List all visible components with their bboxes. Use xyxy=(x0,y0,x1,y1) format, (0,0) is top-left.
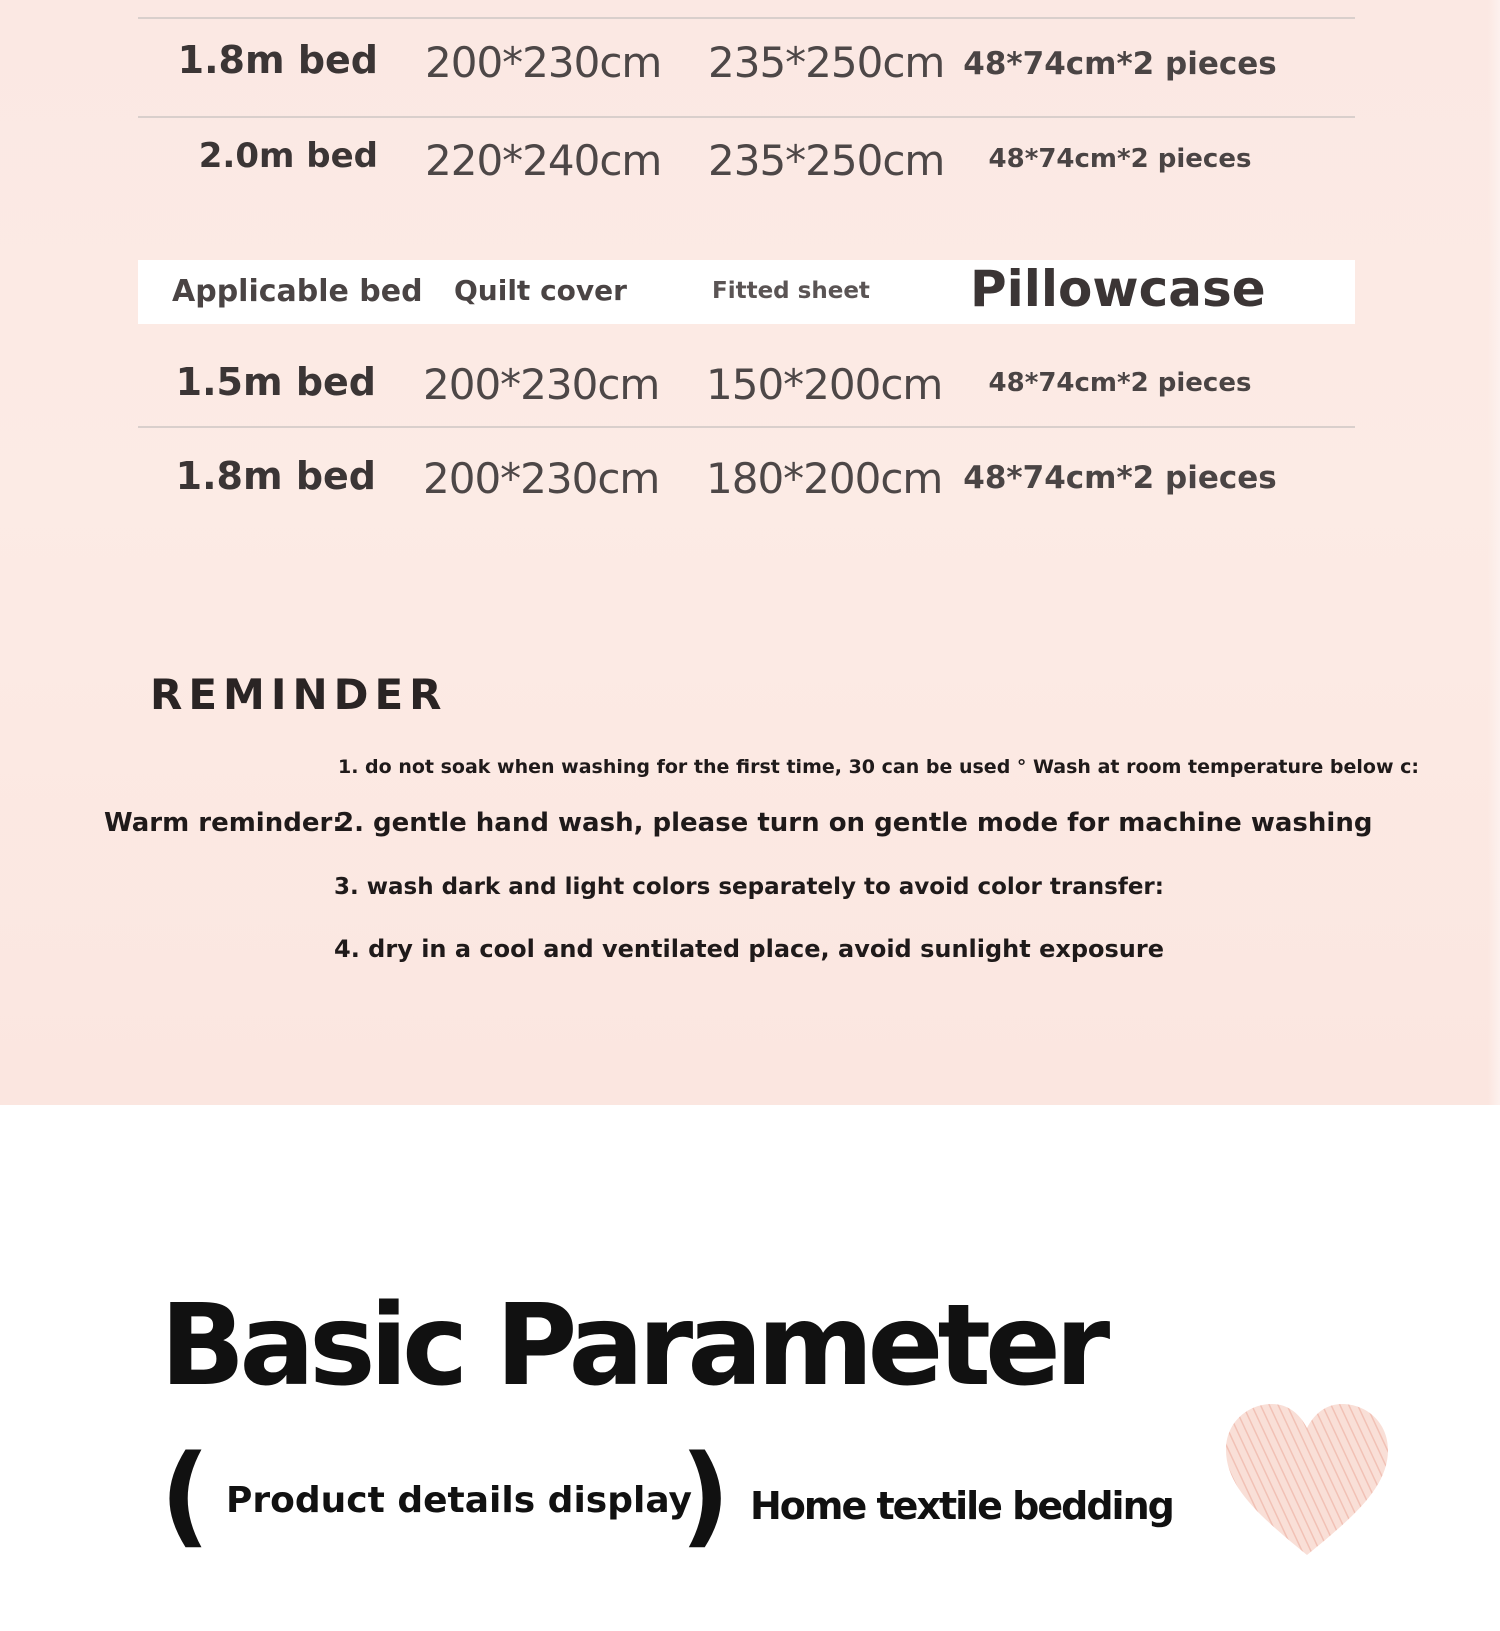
table-rule xyxy=(138,426,1355,428)
heart-icon xyxy=(1222,1400,1392,1560)
table-header xyxy=(138,260,1355,324)
header-applicable-bed: Applicable bed xyxy=(172,274,423,309)
reminder-item: 4. dry in a cool and ventilated place, avoid sunlight exposure xyxy=(334,935,1165,963)
home-textile-tagline: Home textile bedding xyxy=(750,1484,1173,1528)
header-fitted-sheet: Fitted sheet xyxy=(712,278,870,304)
reminder-item: 2. gentle hand wash, please turn on gentle mode for machine washing xyxy=(336,808,1373,838)
bed-size: 1.8m bed xyxy=(177,38,378,82)
reminder-label: Warm reminder: xyxy=(104,808,343,838)
pillowcase-size: 48*74cm*2 pieces xyxy=(988,368,1252,398)
reminder-item: 1. do not soak when washing for the first time, 30 can be used ° Wash at room temperature below c: xyxy=(338,756,1419,778)
reminder-title: REMINDER xyxy=(150,670,448,719)
reminder-item: 3. wash dark and light colors separately to avoid color transfer: xyxy=(334,874,1164,900)
sheet-size: 235*250cm xyxy=(708,136,945,185)
pillowcase-size: 48*74cm*2 pieces xyxy=(963,460,1277,496)
bed-size: 1.8m bed xyxy=(175,454,376,498)
basic-parameter-title: Basic Parameter xyxy=(160,1281,1105,1411)
sheet-size: 180*200cm xyxy=(706,454,943,503)
product-details-subtitle: Product details display xyxy=(226,1480,692,1521)
sheet-size: 235*250cm xyxy=(708,38,945,87)
table-rule xyxy=(138,17,1355,19)
header-pillowcase: Pillowcase xyxy=(970,260,1266,318)
bed-size: 2.0m bed xyxy=(198,136,378,176)
pillowcase-size: 48*74cm*2 pieces xyxy=(988,144,1252,174)
quilt-size: 200*230cm xyxy=(423,360,660,409)
pillowcase-size: 48*74cm*2 pieces xyxy=(963,46,1277,82)
quilt-size: 200*230cm xyxy=(423,454,660,503)
paren-open: ( xyxy=(160,1431,211,1559)
quilt-size: 200*230cm xyxy=(425,38,662,87)
sheet-size: 150*200cm xyxy=(706,360,943,409)
panel-edge xyxy=(1488,0,1500,1105)
header-quilt-cover: Quilt cover xyxy=(454,274,627,307)
quilt-size: 220*240cm xyxy=(425,136,662,185)
bed-size: 1.5m bed xyxy=(175,360,376,404)
paren-close: ) xyxy=(680,1431,731,1559)
table-rule xyxy=(138,116,1355,118)
